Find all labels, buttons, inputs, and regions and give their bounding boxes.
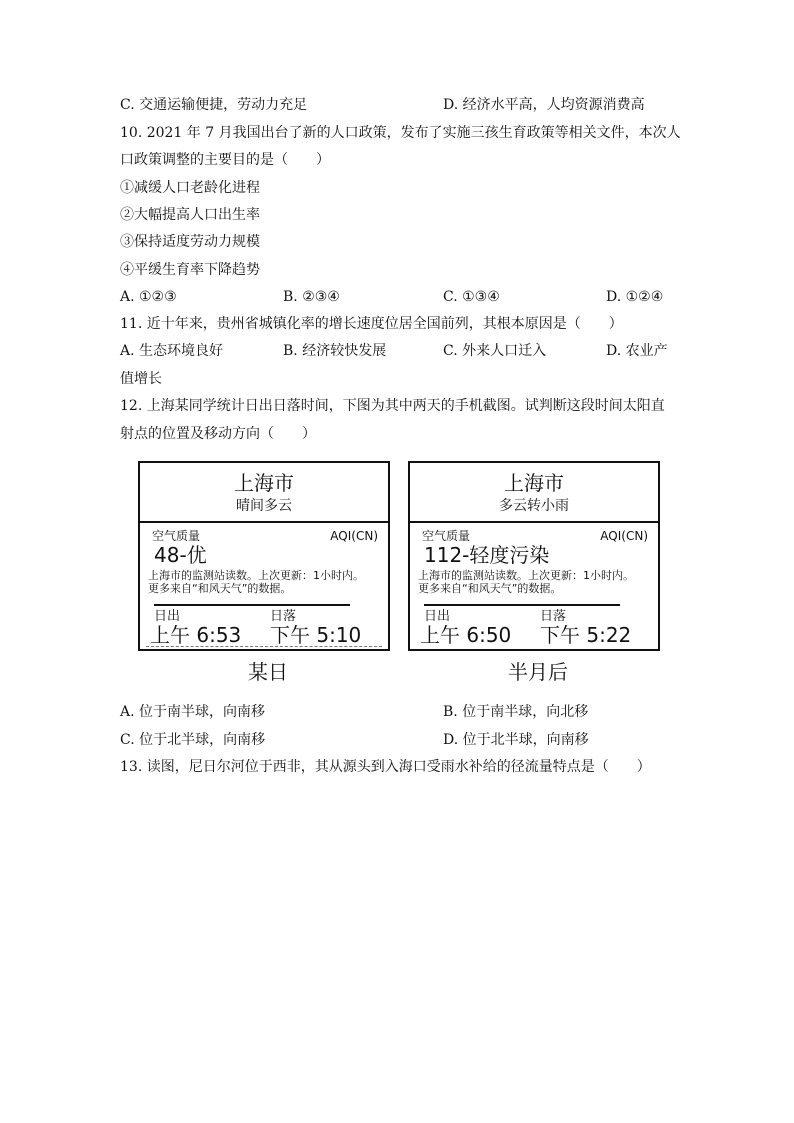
caption-right: 半月后	[508, 660, 568, 684]
q12-stem-line-2: 射点的位置及移动方向（ ）	[120, 426, 316, 442]
cutoff-dashed-line	[146, 646, 382, 647]
city-name: 上海市	[504, 471, 564, 495]
phone-screenshot-left	[138, 461, 390, 651]
air-quality-value: 112-轻度污染	[424, 543, 550, 567]
air-quality-label: 空气质量	[422, 529, 471, 543]
q10-stem-line-2: 口政策调整的主要目的是（ ）	[120, 152, 330, 168]
aqi-tag: AQI(CN)	[330, 529, 378, 543]
source-note: 更多来自“和风天气”的数据。	[148, 582, 292, 595]
sunset-label: 日落	[540, 609, 567, 624]
q10-option-b[interactable]: B. ②③④	[283, 289, 340, 305]
q11-option-c[interactable]: C. 外来人口迁入	[443, 343, 547, 359]
q12-stem-line-1: 12. 上海某同学统计日出日落时间，下图为其中两天的手机截图。试判断这段时间太阳直	[120, 398, 665, 414]
q12-option-c[interactable]: C. 位于北半球，向南移	[120, 732, 266, 748]
q11-option-a[interactable]: A. 生态环境良好	[120, 343, 224, 359]
q11-option-b[interactable]: B. 经济较快发展	[283, 343, 387, 359]
station-note: 上海市的监测站读数。上次更新：1小时内。	[148, 569, 364, 582]
q10-option-c[interactable]: C. ①③④	[443, 289, 500, 305]
source-note: 更多来自“和风天气”的数据。	[418, 582, 562, 595]
sunset-time: 下午 5:10	[270, 623, 362, 647]
q9-option-d[interactable]: D. 经济水平高，人均资源消费高	[443, 97, 645, 113]
q12-option-a[interactable]: A. 位于南半球，向南移	[120, 704, 266, 720]
weather-text: 晴间多云	[236, 498, 292, 514]
caption-left: 某日	[248, 660, 288, 684]
q12-option-b[interactable]: B. 位于南半球，向北移	[443, 704, 589, 720]
city-name: 上海市	[234, 471, 294, 495]
q10-option-d[interactable]: D. ①②④	[606, 289, 664, 305]
phone-screenshot-right	[408, 461, 660, 651]
sunset-label: 日落	[270, 609, 297, 624]
sunrise-label: 日出	[424, 609, 451, 624]
air-quality-label: 空气质量	[152, 529, 201, 543]
q10-option-a[interactable]: A. ①②③	[120, 289, 177, 305]
aqi-tag: AQI(CN)	[600, 529, 648, 543]
sunrise-label: 日出	[154, 609, 181, 624]
q10-item-3: ③保持适度劳动力规模	[120, 234, 260, 250]
divider	[424, 604, 620, 606]
station-note: 上海市的监测站读数。上次更新：1小时内。	[418, 569, 634, 582]
q10-item-2: ②大幅提高人口出生率	[120, 207, 260, 223]
q11-stem: 11. 近十年来，贵州省城镇化率的增长速度位居全国前列，其根本原因是（ ）	[120, 316, 623, 332]
divider	[154, 604, 350, 606]
q9-option-c[interactable]: C. 交通运输便捷，劳动力充足	[120, 97, 308, 113]
q10-stem-line-1: 10. 2021 年 7 月我国出台了新的人口政策，发布了实施三孩生育政策等相关文件，本次人	[120, 125, 681, 141]
sunrise-time: 上午 6:53	[150, 623, 242, 647]
q10-item-1: ①减缓人口老龄化进程	[120, 180, 260, 196]
air-quality-value: 48-优	[154, 543, 207, 567]
q11-option-d-continued: 值增长	[120, 371, 162, 387]
sunrise-time: 上午 6:50	[420, 623, 512, 647]
sunset-time: 下午 5:22	[540, 623, 632, 647]
q11-option-d[interactable]: D. 农业产	[606, 343, 668, 359]
q10-item-4: ④平缓生育率下降趋势	[120, 262, 260, 278]
q12-option-d[interactable]: D. 位于北半球，向南移	[443, 732, 589, 748]
weather-text: 多云转小雨	[499, 498, 569, 514]
q13-stem: 13. 读图，尼日尔河位于西非，其从源头到入海口受雨水补给的径流量特点是（ ）	[120, 759, 651, 775]
